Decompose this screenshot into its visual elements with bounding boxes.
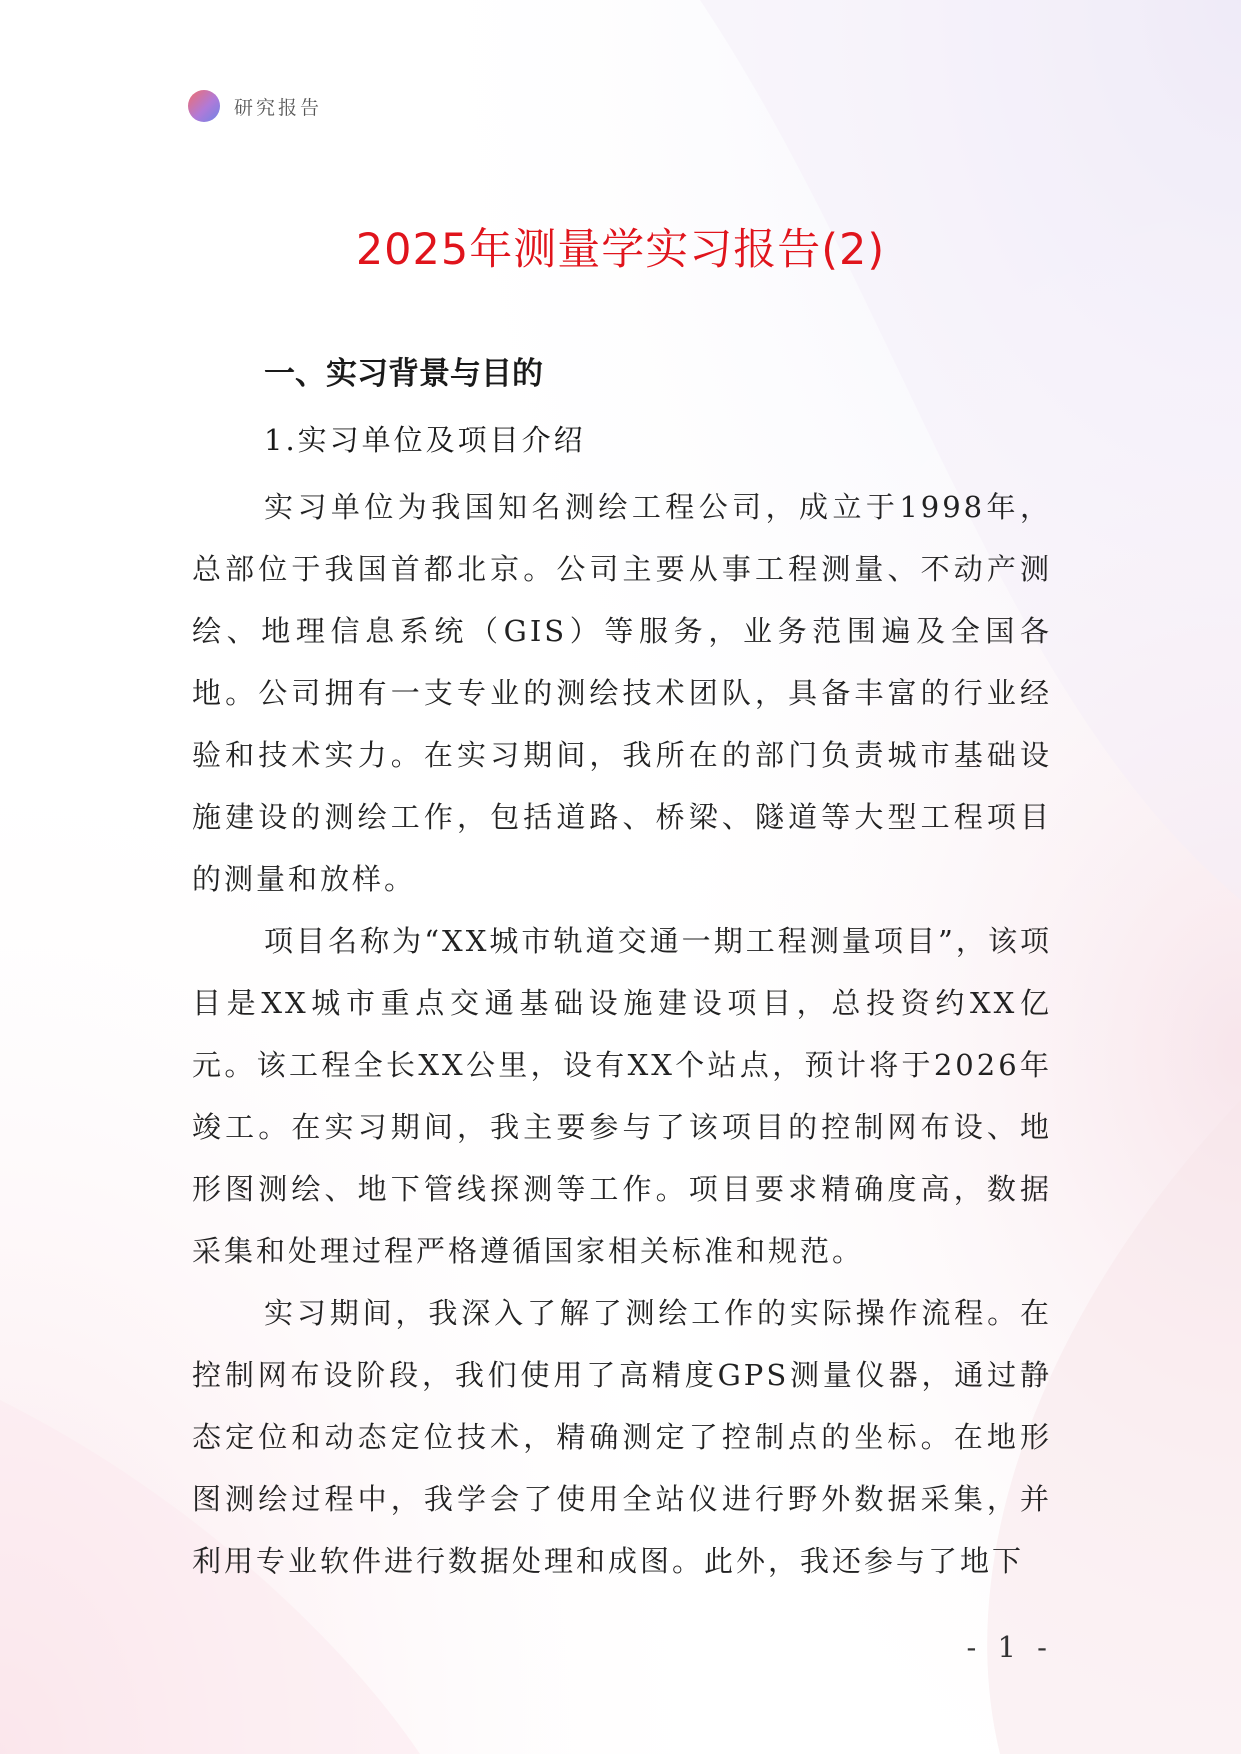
document-body [192, 352, 1052, 1592]
document-title: 2025年测量学实习报告(2) [355, 225, 886, 275]
brand-text: 研究报告 [234, 96, 323, 119]
paragraph-project-intro: 项目名称为“XX城市轨道交通一期工程测量项目”，该项目是XX城市重点交通基础设施建设项目，总投资约XX亿元。该工程全长XX公里，设有XX个站点，预计将于2026年竣工。在实习期间，我主要参与了该项目的控制网布设、地形图测绘、地下管线探测等工作。项目要求精确度高，数据采集和处理过程严格遵循国家相关标准和规范。 [192, 924, 1052, 1268]
paragraph-internship-work: 实习期间，我深入了解了测绘工作的实际操作流程。在控制网布设阶段，我们使用了高精度GPS测量仪器，通过静态定位和动态定位技术，精确测定了控制点的坐标。在地形图测绘过程中，我学会了使用全站仪进行野外数据采集，并利用专业软件进行数据处理和成图。此外，我还参与了地下 [192, 1296, 1052, 1578]
page-number: - 1 - [966, 1630, 1053, 1664]
header-brand [188, 89, 322, 123]
paragraph-company-intro: 实习单位为我国知名测绘工程公司，成立于1998年，总部位于我国首都北京。公司主要从事工程测量、不动产测绘、地理信息系统（GIS）等服务，业务范围遍及全国各地。公司拥有一支专业的测绘技术团队，具备丰富的行业经验和技术实力。在实习期间，我所在的部门负责城市基础设施建设的测绘工作，包括道路、桥梁、隧道等大型工程项目的测量和放样。 [192, 490, 1052, 896]
subsection-heading: 1.实习单位及项目介绍 [264, 423, 586, 457]
section-heading: 一、实习背景与目的 [264, 356, 543, 392]
brand-logo-icon [188, 90, 220, 122]
